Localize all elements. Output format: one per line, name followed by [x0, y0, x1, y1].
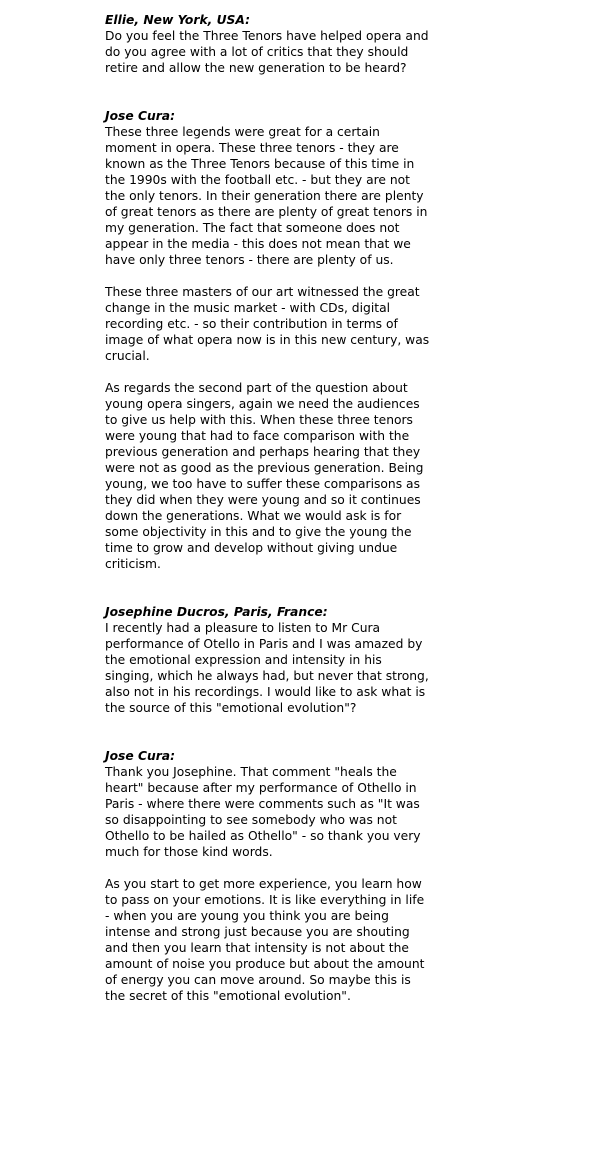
question-text: I recently had a pleasure to listen to Mr Cura performance of Otello in Paris and I was amazed by the emotional expression and intensity in his singing, which he always had, but never that strong, also not in his recordings. I would like to ask what is the source of this "emotional evolution"? [105, 621, 429, 715]
spacer [105, 860, 430, 876]
spacer [105, 716, 430, 748]
question-block [105, 12, 430, 76]
question-text: Do you feel the Three Tenors have helped opera and do you agree with a lot of critics that they should retire and allow the new generation to be heard? [105, 29, 429, 75]
answer-paragraph: These three legends were great for a certain moment in opera. These three tenors - they are known as the Three Tenors because of this time in the 1990s with the football etc. - but they are not the only tenors. In their generation there are plenty of great tenors as there are plenty of great tenors in my generation. The fact that someone does not appear in the media - this does not mean that we have only three tenors - there are plenty of us. [105, 125, 428, 267]
speaker-name: Jose Cura: [105, 749, 176, 763]
spacer [105, 268, 430, 284]
speaker-name: Jose Cura: [105, 109, 176, 123]
question-block [105, 604, 430, 716]
answer-paragraph: As regards the second part of the question about young opera singers, again we need the audiences to give us help with this. When these three tenors were young that had to face comparison with the previous generation and perhaps hearing that they were not as good as the previous generation. Being young, we too have to suffer these comparisons as they did when they were young and so it continues down the generations. What we would ask is for some objectivity in this and to give the young the time to grow and develop without giving undue criticism. [105, 381, 424, 571]
answer-block [105, 748, 430, 1004]
answer-block [105, 108, 430, 572]
speaker-name: Ellie, New York, USA: [105, 13, 251, 27]
spacer [105, 572, 430, 604]
answer-paragraph: As you start to get more experience, you learn how to pass on your emotions. It is like everything in life - when you are young you think you are being intense and strong just because you are shouting and then you learn that intensity is not about the amount of noise you produce but about the amount of energy you can move around. So maybe this is the secret of this "emotional evolution". [105, 877, 425, 1003]
speaker-name: Josephine Ducros, Paris, France: [105, 605, 328, 619]
qa-article [105, 12, 430, 1004]
answer-paragraph: These three masters of our art witnessed the great change in the music market - with CDs, digital recording etc. - so their contribution in terms of image of what opera now is in this new century, was crucial. [105, 285, 430, 363]
spacer [105, 76, 430, 108]
answer-paragraph: Thank you Josephine. That comment "heals the heart" because after my performance of Othello in Paris - where there were comments such as "It was so disappointing to see somebody who was not Othello to be hailed as Othello" - so thank you very much for those kind words. [105, 765, 421, 859]
spacer [105, 364, 430, 380]
